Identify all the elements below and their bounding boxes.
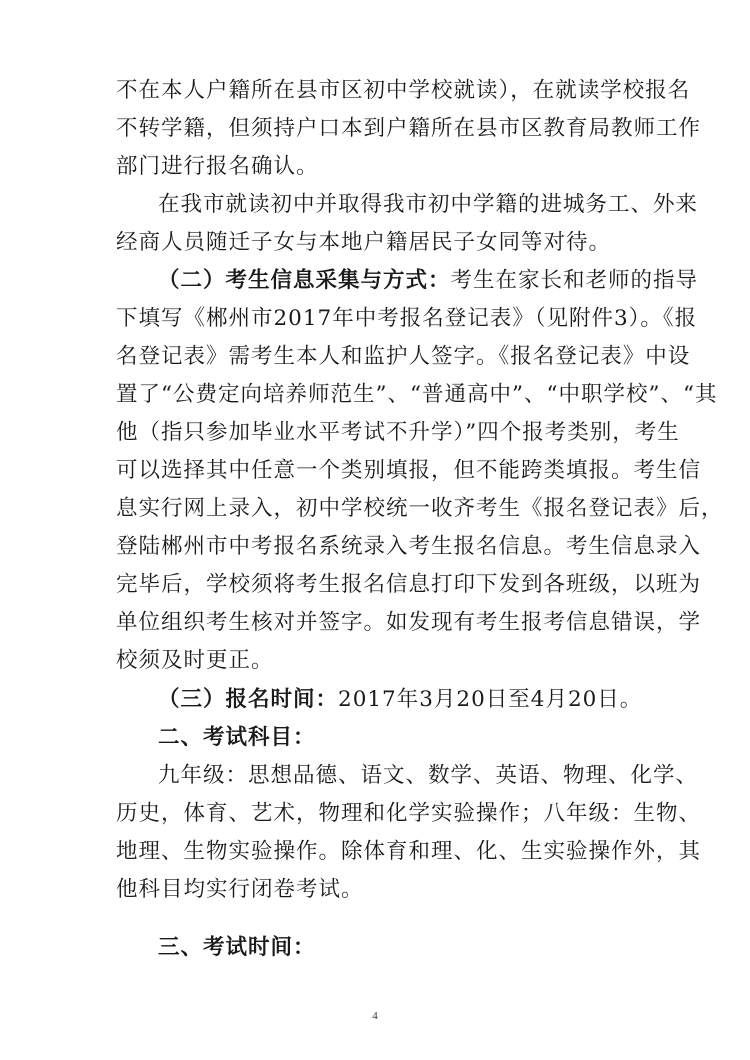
section-heading-exam-subjects: 二、考试科目： — [158, 725, 316, 750]
paragraph-line: 单位组织考生核对并签字。如发现有考生报考信息错误，学 — [116, 610, 702, 635]
section-heading-info-collection: （二）考生信息采集与方式： — [158, 268, 451, 293]
paragraph-line: 校须及时更正。 — [116, 648, 274, 673]
paragraph-line: 九年级：思想品德、语文、数学、英语、物理、化学、 — [158, 763, 699, 788]
paragraph-line: 下填写《郴州市2017年中考报名登记表》（见附件3）。《报 — [116, 306, 698, 331]
paragraph-line: 地理、生物实验操作。除体育和理、化、生实验操作外，其 — [116, 839, 702, 864]
paragraph-line: 他科目均实行闭卷考试。 — [116, 877, 364, 902]
paragraph-line: 在我市就读初中并取得我市初中学籍的进城务工、外来 — [158, 192, 699, 217]
paragraph-line: 他（指只参加毕业水平考试不升学）”四个报考类别，考生 — [116, 420, 680, 445]
section-body-text: 考生在家长和老师的指导 — [450, 268, 699, 293]
section-line — [158, 685, 650, 715]
paragraph-line: 历史，体育、艺术，物理和化学实验操作；八年级：生物、 — [116, 801, 702, 826]
paragraph-line: 部门进行报名确认。 — [116, 154, 319, 179]
paragraph-line: 不转学籍，但须持户口本到户籍所在县市区教育局教师工作 — [116, 116, 702, 141]
section-heading-registration-time: （三）报名时间： — [158, 687, 339, 712]
paragraph-line: 登陆郴州市中考报名系统录入考生报名信息。考生信息录入 — [116, 534, 702, 559]
paragraph-line: 名登记表》需考生本人和监护人签字。《报名登记表》中设 — [116, 344, 691, 369]
paragraph-line: 可以选择其中任意一个类别填报，但不能跨类填报。考生信 — [116, 458, 702, 483]
paragraph-line: 经商人员随迁子女与本地户籍居民子女同等对待。 — [116, 230, 612, 255]
paragraph-line: 完毕后，学校须将考生报名信息打印下发到各班级，以班为 — [116, 572, 702, 597]
section-line — [158, 266, 699, 296]
registration-date-range: 2017年3月20日至4月20日。 — [338, 687, 643, 712]
page-number: 4 — [372, 1010, 378, 1022]
paragraph-line: 息实行网上录入，初中学校统一收齐考生《报名登记表》后， — [116, 496, 724, 521]
section-heading-exam-time: 三、考试时间： — [158, 935, 316, 960]
paragraph-line: 不在本人户籍所在县市区初中学校就读），在就读学校报名 — [116, 78, 691, 103]
paragraph-line: 置了“公费定向培养师范生”、“普通高中”、“中职学校”、“其 — [116, 382, 718, 407]
